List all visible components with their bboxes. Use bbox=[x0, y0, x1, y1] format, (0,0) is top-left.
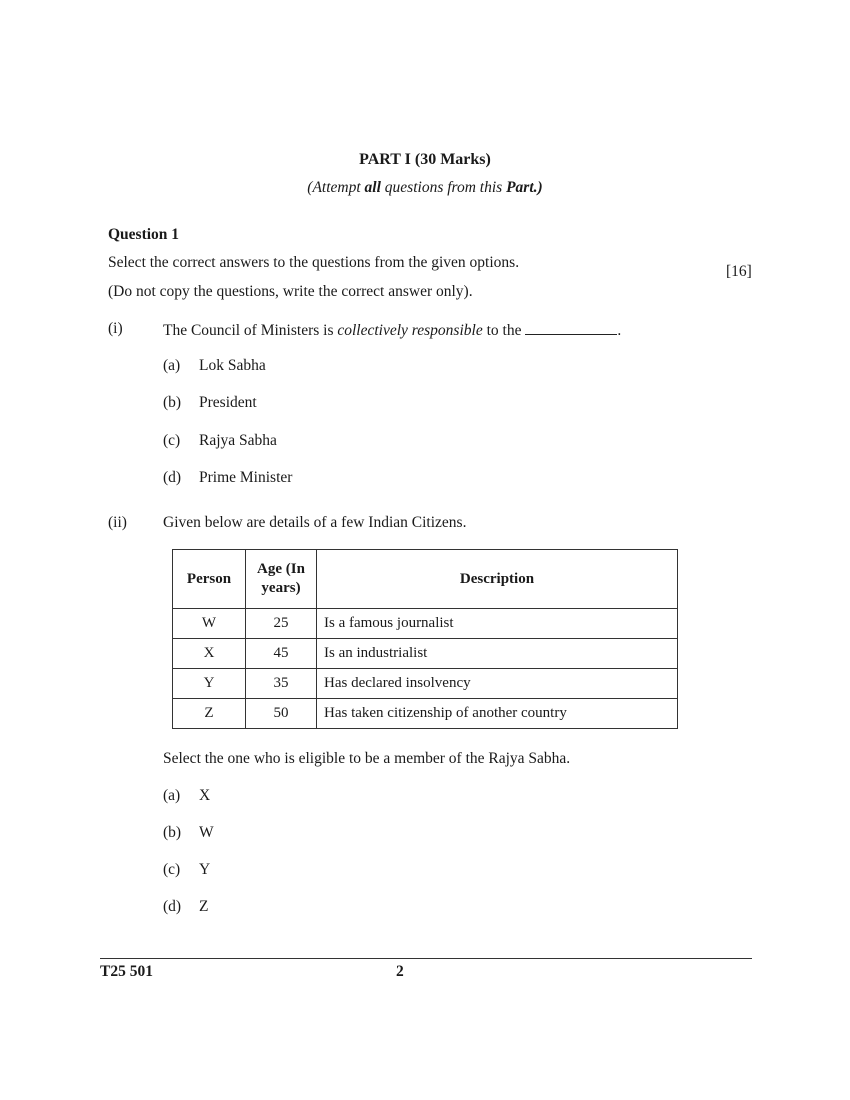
answer-blank bbox=[525, 320, 617, 335]
option-text: Lok Sabha bbox=[199, 357, 266, 374]
cell-description: Has taken citizenship of another country bbox=[317, 699, 678, 729]
option-text: Prime Minister bbox=[199, 469, 293, 486]
option-label: (c) bbox=[163, 432, 181, 449]
option-label: (b) bbox=[163, 824, 182, 841]
option-item bbox=[163, 861, 210, 879]
cell-description: Is a famous journalist bbox=[317, 609, 678, 639]
subquestion-number: (i) bbox=[108, 320, 123, 337]
option-text: Rajya Sabha bbox=[199, 432, 277, 449]
option-label: (d) bbox=[163, 898, 182, 915]
instruction-bold: all bbox=[364, 179, 381, 196]
q1-text-post: to the bbox=[482, 322, 526, 339]
option-item bbox=[163, 432, 277, 450]
cell-person: X bbox=[173, 639, 246, 669]
cell-description: Is an industrialist bbox=[317, 639, 678, 669]
question-instruction-1: Select the correct answers to the questions from the given options. bbox=[108, 254, 520, 271]
cell-person: Z bbox=[173, 699, 246, 729]
instruction-mid: questions from this bbox=[380, 179, 507, 196]
page-number: 2 bbox=[396, 963, 404, 980]
part-instruction bbox=[0, 179, 850, 197]
header-person: Person bbox=[173, 550, 246, 609]
subquestion-number: (ii) bbox=[108, 514, 127, 531]
option-item bbox=[163, 357, 266, 375]
option-label: (d) bbox=[163, 469, 182, 486]
instruction-pre: (Attempt bbox=[307, 179, 365, 196]
subquestion-prompt: Select the one who is eligible to be a member of the Rajya Sabha. bbox=[163, 750, 571, 767]
option-item bbox=[163, 787, 210, 805]
question-instruction-2: (Do not copy the questions, write the correct answer only). bbox=[108, 283, 473, 300]
option-label: (b) bbox=[163, 394, 182, 411]
table-row bbox=[173, 669, 678, 699]
option-label: (c) bbox=[163, 861, 181, 878]
cell-age: 50 bbox=[246, 699, 317, 729]
instruction-part: Part.) bbox=[506, 179, 543, 196]
q1-text-end: . bbox=[617, 322, 622, 339]
table-header-row bbox=[173, 550, 678, 609]
option-text: Y bbox=[199, 861, 211, 878]
cell-description: Has declared insolvency bbox=[317, 669, 678, 699]
cell-person: Y bbox=[173, 669, 246, 699]
question-heading: Question 1 bbox=[108, 226, 180, 243]
option-item bbox=[163, 898, 208, 916]
citizens-table bbox=[172, 549, 678, 729]
table-row bbox=[173, 699, 678, 729]
subquestion-text bbox=[163, 320, 621, 340]
cell-person: W bbox=[173, 609, 246, 639]
option-item bbox=[163, 394, 257, 412]
question-marks: [16] bbox=[726, 263, 752, 280]
subquestion-text: Given below are details of a few Indian Citizens. bbox=[163, 514, 467, 531]
option-item bbox=[163, 824, 214, 842]
option-text: Z bbox=[199, 898, 209, 915]
cell-age: 25 bbox=[246, 609, 317, 639]
header-age: Age (In years) bbox=[246, 550, 317, 609]
cell-age: 45 bbox=[246, 639, 317, 669]
option-text: W bbox=[199, 824, 214, 841]
footer-rule bbox=[100, 958, 752, 959]
footer-code: T25 501 bbox=[100, 963, 153, 980]
part-title: PART I (30 Marks) bbox=[359, 151, 491, 168]
q1-text-pre: The Council of Ministers is bbox=[163, 322, 338, 339]
header-description: Description bbox=[317, 550, 678, 609]
table-row bbox=[173, 609, 678, 639]
option-label: (a) bbox=[163, 357, 181, 374]
option-label: (a) bbox=[163, 787, 181, 804]
table-row bbox=[173, 639, 678, 669]
q1-text-italic: collectively responsible bbox=[337, 322, 483, 339]
option-text: X bbox=[199, 787, 211, 804]
option-item bbox=[163, 469, 292, 487]
option-text: President bbox=[199, 394, 257, 411]
cell-age: 35 bbox=[246, 669, 317, 699]
